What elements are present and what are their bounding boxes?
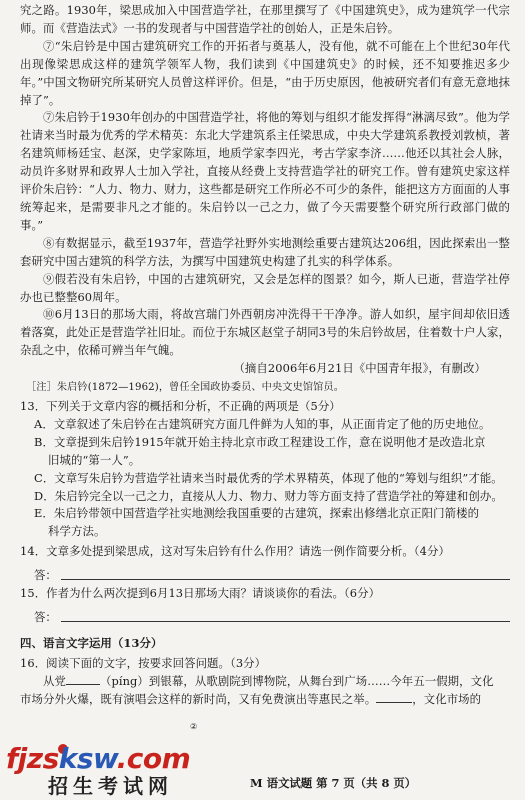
watermark-part-1: fjzs [6,742,59,775]
exam-page [20,2,510,736]
page-footer: M 语文试题 第 7 页（共 8 页） [250,776,417,790]
paragraph-p2: ⑦“朱启钤是中国古建筑研究工作的开拓者与奠基人，没有他，就不可能在上个世纪30年代出现像梁思成这样的建筑学领军人物，我们读到《中国建筑史》的时候，还不知要推迟多少年。”中国文物研究所某研究人员曾这样评价。但是，“由于历史原因，他被研究者们有意无意地抹掉了”。 [20,38,510,107]
watermark-slogan: 招生考试网 [48,774,173,798]
question-14-stem: 14．文章多处提到梁思成，这对写朱启钤有什么作用？请选一例作简要分析。（4分） [20,544,451,559]
question-13-option-a: A．文章叙述了朱启钤在古建筑研究方面几件鲜为人知的事，从正面肯定了他的历史地位。 [34,416,491,431]
q16-text-b: （píng）到银幕，从歌剧院到博物院，从舞台到广场……今年五一假期，文化 [99,673,494,688]
question-16-stem: 16．阅读下面的文字，按要求回答问题。（3分） [20,656,267,670]
question-13-option-d: D．朱启钤完全以一己之力，直接从人力、物力、财力等方面支持了营造学社的筹建和创办。 [34,488,503,503]
question-16-line-2 [20,691,510,709]
source-citation: （摘自2006年6月21日《中国青年报》，有删改） [233,361,486,376]
question-15-answer-line[interactable] [34,603,510,625]
paragraph-p6: ⑩6月13日的那场大雨，将故宫瑞门外西朝房冲洗得干干净净。游人如织，屋宇间却依旧透着落寞，此处正是营造学社旧址。而位于东城区赵堂子胡同3号的朱启钤故居，住着数十户人家，杂乱之中，依稀可辨当年气魄。 [20,307,510,358]
answer-label: 答： [34,610,57,625]
question-13-option-e: E．朱启钤带领中国营造学社实地测绘我国重要的古建筑，探索出修缮北京正阳门箭楼的 [34,506,480,521]
footnote: ［注］朱启钤(1872—1962)，曾任全国政协委员、中央文史馆馆员。 [26,382,344,394]
question-13-stem: 13．下列关于文章内容的概括和分析，不正确的两项是（5分） [20,399,341,414]
q16-marker: ② [190,721,198,731]
q16-blank-1[interactable] [66,674,100,685]
paragraph-p1: 究之路。1930年，梁思成加入中国营造学社，在那里撰写了《中国建筑史》，成为建筑学一代宗师。而《营造法式》一书的发现者与中国营造学社的创始人，正是朱启钤。 [20,3,510,35]
question-16-line-1 [20,673,510,691]
question-14-answer-line[interactable] [34,561,510,583]
paragraph-p4: ⑧有数据显示，截至1937年，营造学社野外实地测绘重要古建筑达206组，因此探索出一整套研究中国古建筑的科学方法，为撰写中国建筑史构建了扎实的科学体系。 [20,235,510,268]
question-13-option-c: C．文章写朱启钤为营造学社请来当时最优秀的学术界精英，体现了他的“筹划与组织”才能。 [34,470,503,485]
question-16-marker-row [20,709,510,736]
watermark-part-2: ksw [58,742,117,775]
question-15-stem: 15．作者为什么两次提到6月13日那场大雨？请谈谈你的看法。（6分） [20,586,381,601]
paragraph-p3: ⑦朱启钤于1930年创办的中国营造学社，将他的筹划与组织才能发挥得“淋漓尽致”。他为学社请来当时最为优秀的学术精英：东北大学建筑系主任梁思成，中央大学建筑系教授刘敦桢，著名建筑师杨廷宝、赵深，史学家陈垣，地质学家李四光，考古学家李济……他还以其社会人脉，动员许多财界和政界人士加入学社，直接从经费上支持营造学社的研究工作。曾有建筑史家这样评价朱启钤：“人力、物力、财力，这些都是研究工作所必不可少的条件，能把这方方面面的人事统筹起来，是需要非凡之才能的。朱启钤以一己之力，做了今天需要整个研究所行政部门做的事。” [20,110,510,232]
q16-text-c: 市场分外火爆，既有演唱会这样的新时尚，又有免费演出等惠民之举。 [20,691,377,706]
question-13-option-e-cont: 科学方法。 [48,524,106,539]
answer-label: 答： [34,568,57,583]
answer-underline [61,621,510,622]
watermark-part-3: .com [116,742,191,775]
question-13-option-b: B．文章提到朱启钤1915年就开始主持北京市政工程建设工作，意在说明他才是改造北京 [34,434,486,449]
q16-blank-2[interactable] [376,692,412,703]
section-4-heading: 四、语言文字运用（13分） [20,636,163,651]
question-13-option-b-cont: 旧城的“第一人”。 [48,452,141,467]
paragraph-p5: ⑨假若没有朱启钤，中国的古建筑研究，又会是怎样的图景？如今，斯人已逝，营造学社停办也已整整60周年。 [20,271,510,304]
q16-text-a: 从党 [43,673,66,688]
q16-text-d: ，文化市场的 [412,691,482,706]
answer-underline [61,579,510,580]
